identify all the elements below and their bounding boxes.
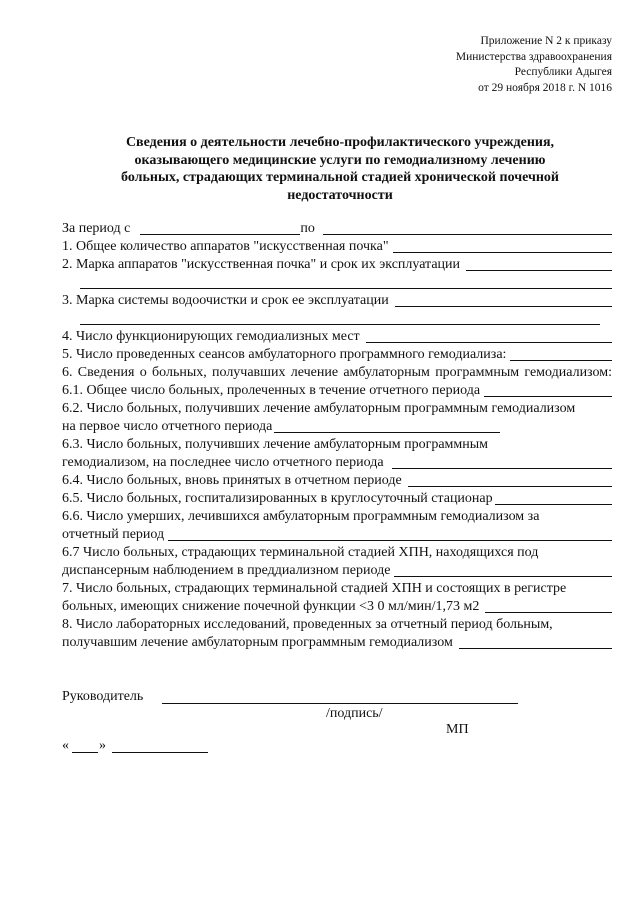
title-line: Сведения о деятельности лечебно-профилактического учреждения,: [125, 135, 555, 150]
form-title: [60, 134, 620, 204]
item-8-field[interactable]: [459, 636, 612, 649]
item-8-cont-row: [62, 634, 612, 652]
item-6-3-row: [62, 436, 612, 454]
item-6-2-row: [62, 400, 612, 418]
item-6-2-cont-row: [62, 418, 612, 436]
item-7-row: [62, 580, 612, 598]
period-from-label: За период с: [62, 221, 131, 236]
period-to-field[interactable]: [323, 222, 612, 235]
item-6-2-field[interactable]: [274, 420, 500, 433]
appendix-line: Республики Адыгея: [514, 66, 612, 78]
item-1-field[interactable]: [393, 240, 612, 253]
date-month-field[interactable]: [112, 738, 208, 753]
item-3-extra-row: [62, 310, 612, 328]
item-1-row: [62, 238, 612, 256]
appendix-note: [352, 34, 612, 96]
item-6-3-label: 6.3. Число больных, получивших лечение амбулаторным программным: [62, 437, 489, 452]
item-2-field[interactable]: [466, 258, 612, 271]
item-2-label: 2. Марка аппаратов "искусственная почка" и срок их эксплуатации: [62, 257, 461, 272]
item-6-1-field[interactable]: [484, 384, 612, 397]
item-6-7-cont-row: [62, 562, 612, 580]
date-close-quote: »: [99, 738, 106, 753]
item-6-4-row: [62, 472, 612, 490]
item-6-6-label-cont: отчетный период: [62, 527, 165, 542]
item-6-5-row: [62, 490, 612, 508]
item-2-row: [62, 256, 612, 274]
item-6-4-label: 6.4. Число больных, вновь принятых в отчетном периоде: [62, 473, 402, 488]
item-6-1-label: 6.1. Общее число больных, пролеченных в течение отчетного периода: [62, 383, 481, 398]
item-6-heading: 6. Сведения о больных, получавших лечение амбулаторным программным гемодиализом:: [62, 365, 612, 380]
item-6-6-cont-row: [62, 526, 612, 544]
item-3-label: 3. Марка системы водоочистки и срок ее эксплуатации: [62, 293, 389, 308]
item-8-label: 8. Число лабораторных исследований, проведенных за отчетный период больным,: [62, 617, 553, 632]
item-7-cont-row: [62, 598, 612, 616]
item-6-3-field[interactable]: [392, 456, 612, 469]
period-to-label: по: [300, 221, 315, 236]
item-6-3-label-cont: гемодиализом, на последнее число отчетного периода: [62, 455, 384, 470]
item-1-label: 1. Общее количество аппаратов "искусственная почка": [62, 239, 389, 254]
item-6-7-field[interactable]: [394, 564, 612, 577]
signature-caption: /подпись/: [326, 706, 383, 721]
item-8-label-cont: получавшим лечение амбулаторным программным гемодиализом: [62, 635, 453, 650]
head-signature-field[interactable]: [162, 689, 518, 704]
stamp-label: МП: [446, 722, 469, 737]
item-6-7-label-cont: диспансерным наблюдением в преддиализном периоде: [62, 563, 391, 578]
item-2-extra-field[interactable]: [80, 276, 612, 289]
item-6-6-label: 6.6. Число умерших, лечившихся амбулаторным программным гемодиализом за: [62, 509, 540, 524]
item-3-row: [62, 292, 612, 310]
item-6-5-field[interactable]: [495, 492, 612, 505]
title-line: больных, страдающих терминальной стадией хронической почечной: [121, 170, 559, 185]
appendix-line: Приложение N 2 к приказу: [480, 35, 612, 47]
item-6-4-field[interactable]: [408, 474, 612, 487]
item-4-field[interactable]: [366, 330, 612, 343]
item-7-field[interactable]: [485, 600, 612, 613]
item-6-7-row: [62, 544, 612, 562]
title-line: оказывающего медицинские услуги по гемодиализному лечению: [134, 152, 546, 168]
item-5-label: 5. Число проведенных сеансов амбулаторного программного гемодиализа:: [62, 347, 507, 362]
item-8-row: [62, 616, 612, 634]
item-7-label: 7. Число больных, страдающих терминальной стадией ХПН и состоящих в регистре: [62, 581, 567, 596]
appendix-line: от 29 ноября 2018 г. N 1016: [478, 81, 612, 94]
date-open-quote: «: [62, 738, 69, 753]
period-from-field[interactable]: [140, 222, 300, 235]
item-6-6-row: [62, 508, 612, 526]
item-6-7-label: 6.7 Число больных, страдающих терминальной стадией ХПН, находящихся под: [62, 545, 539, 560]
item-6-2-label-cont: на первое число отчетного периода: [62, 419, 273, 434]
item-4-row: [62, 328, 612, 346]
item-3-extra-field[interactable]: [80, 312, 600, 325]
date-day-field[interactable]: [72, 738, 98, 753]
head-label: Руководитель: [62, 689, 144, 704]
item-3-field[interactable]: [395, 294, 612, 307]
item-6-3-cont-row: [62, 454, 612, 472]
title-line: недостаточности: [287, 187, 393, 203]
item-5-row: [62, 346, 612, 364]
form-body: [62, 220, 612, 652]
item-6-1-row: [62, 382, 612, 400]
item-7-label-cont: больных, имеющих снижение почечной функции <3 0 мл/мин/1,73 м2: [62, 599, 480, 614]
item-6-2-label: 6.2. Число больных, получивших лечение амбулаторным программным гемодиализом: [62, 401, 576, 416]
item-4-label: 4. Число функционирующих гемодиализных мест: [62, 329, 360, 344]
item-6-6-field[interactable]: [168, 528, 612, 541]
item-2-extra-row: [62, 274, 612, 292]
period-row: [62, 220, 612, 238]
item-5-field[interactable]: [510, 348, 612, 361]
appendix-line: Министерства здравоохранения: [455, 50, 612, 63]
item-6-5-label: 6.5. Число больных, госпитализированных в круглосуточный стационар: [62, 491, 493, 506]
